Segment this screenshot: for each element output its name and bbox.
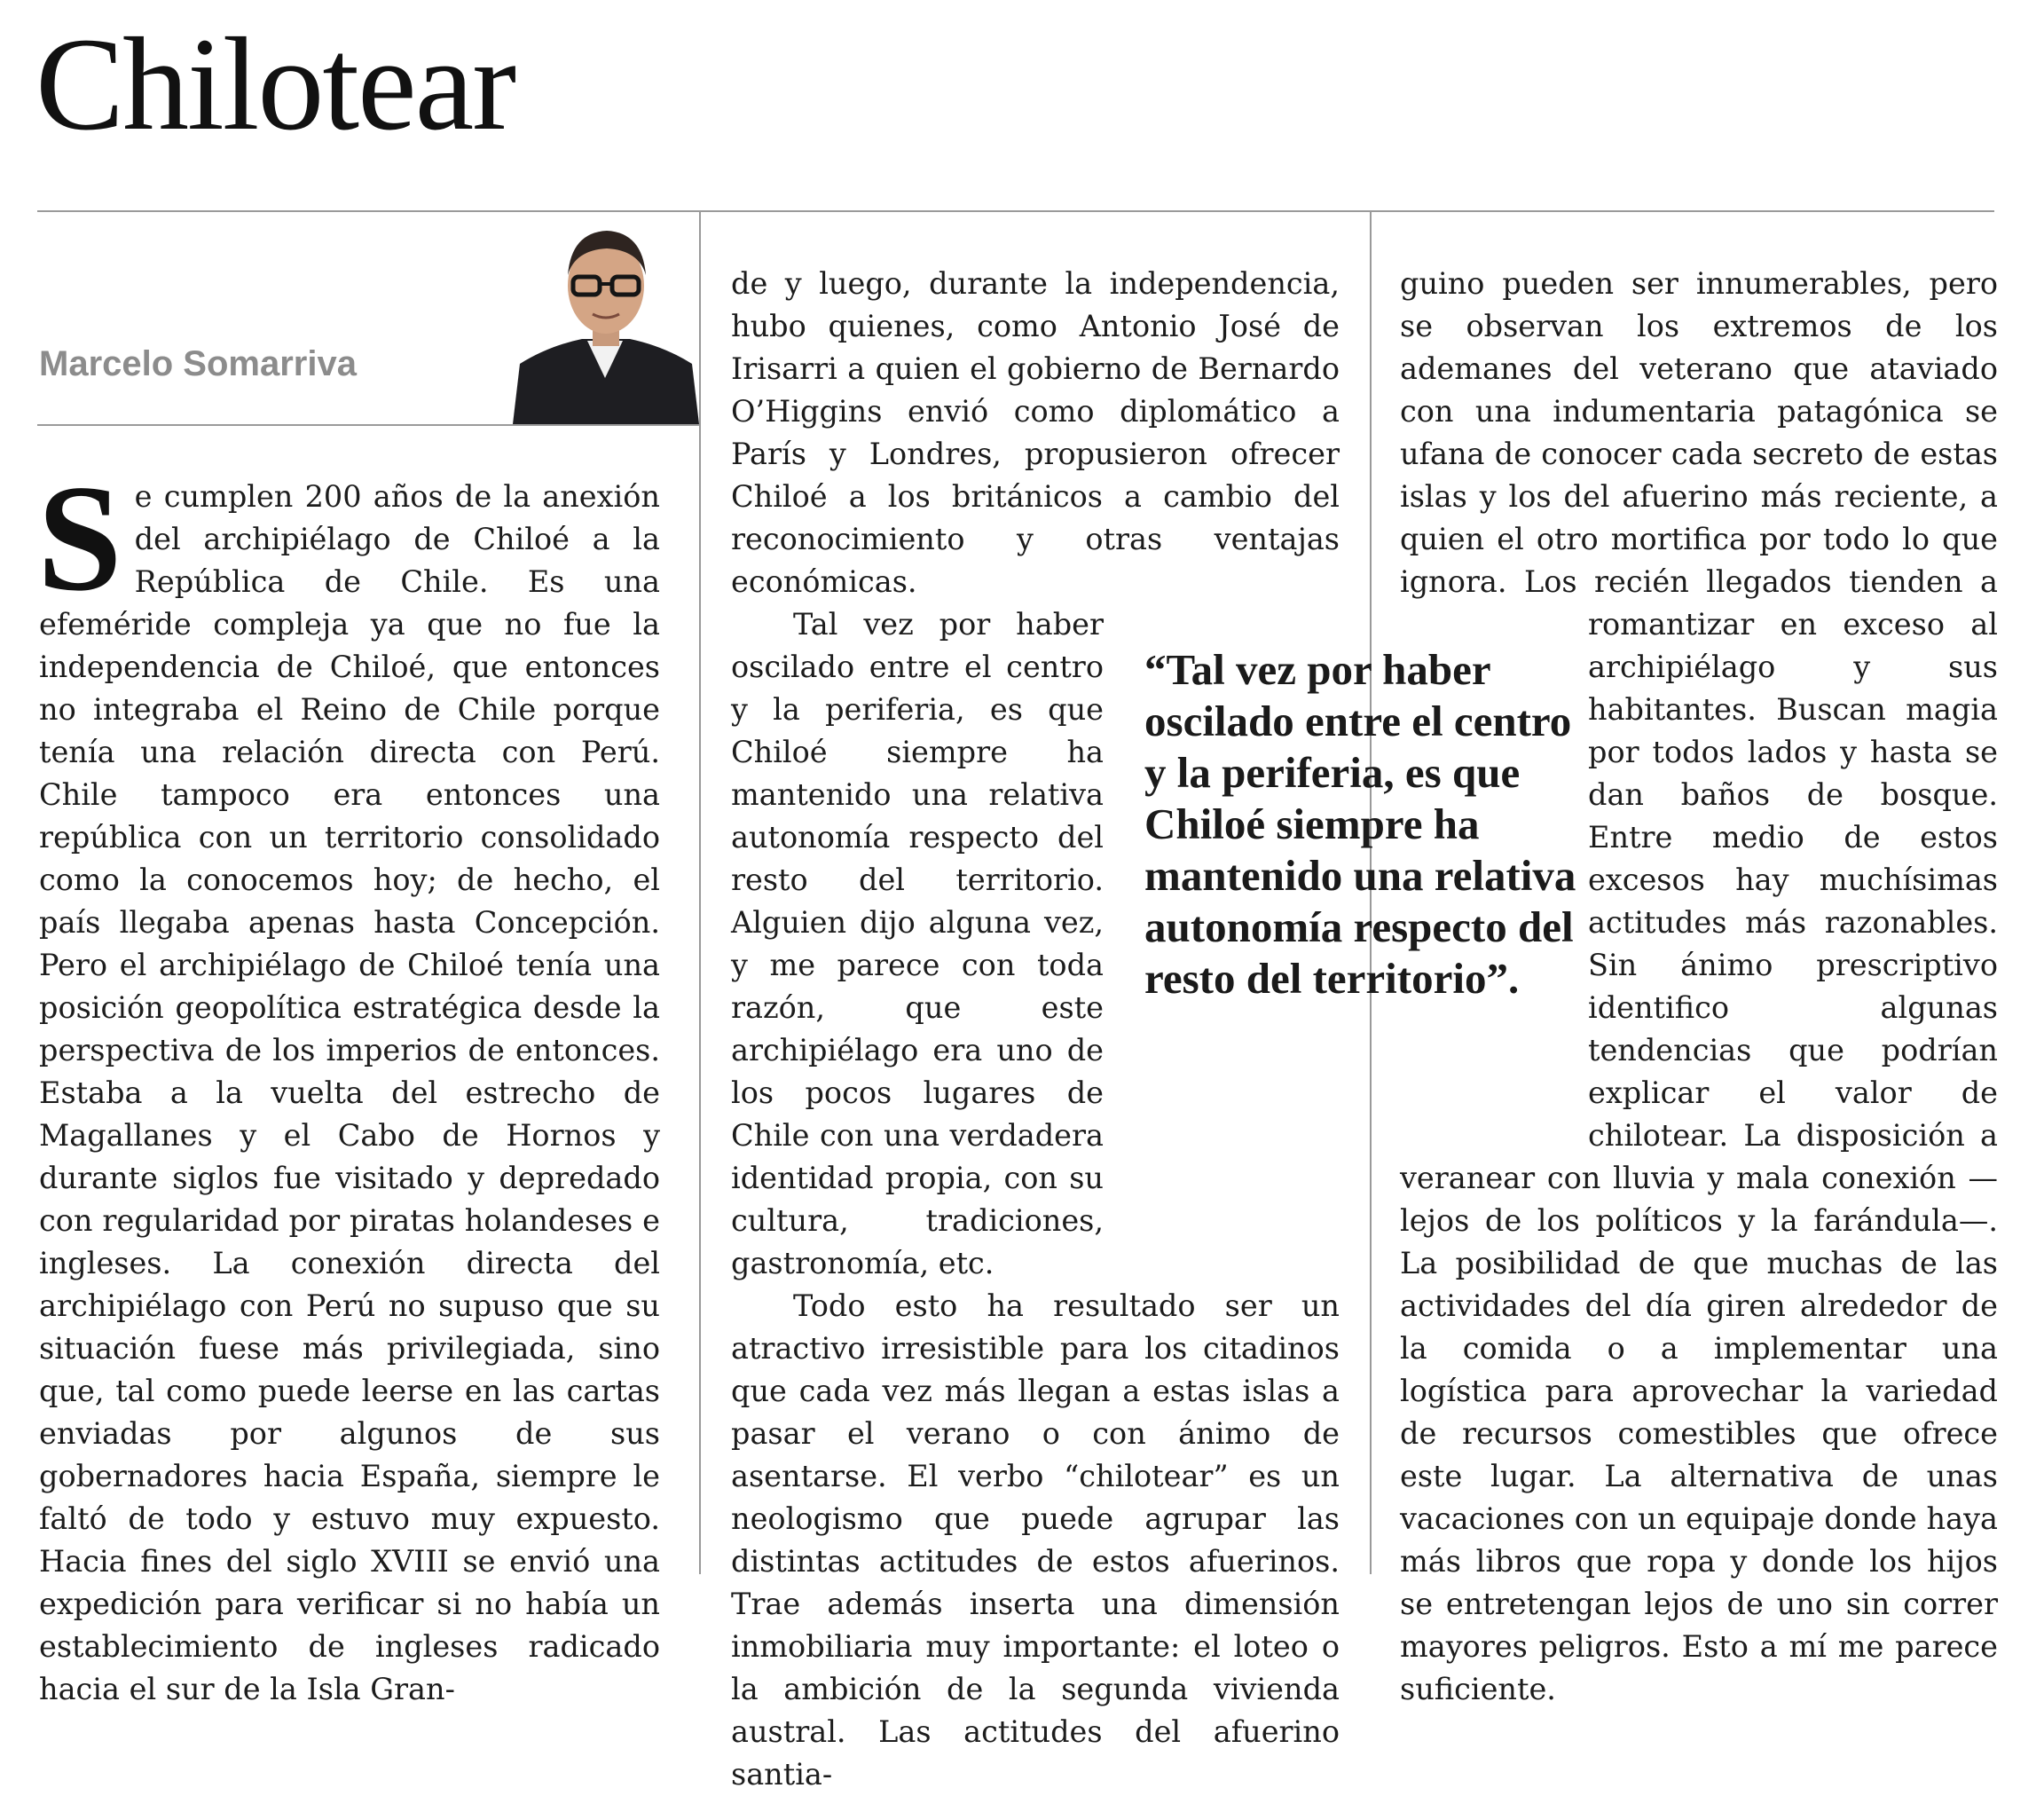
article-column-3 [1400, 263, 1998, 1711]
author-byline: Marcelo Somarriva [39, 344, 357, 383]
paragraph-2: de y luego, durante la independencia, hubo quienes, como Antonio José de Irisarri a quien el gobierno de Bernardo O’Higgins envió como diplomático a París y Londres, propusieron ofrecer Chiloé a los británicos a cambio del reconocimiento y otras ventajas económicas. [731, 266, 1340, 599]
paragraph-4: Todo esto ha resultado ser un atractivo irresistible para los citadinos que cada vez más llegan a estas islas a pasar el verano o con ánimo de asentarse. El verbo “chilotear” es un neologismo que puede agrupar las distintas actitudes de estos afuerinos. Trae además inserta una dimensión inmobiliaria muy importante: el loteo o la ambición de la segunda vivienda austral. Las actitudes del afuerino santia- [731, 1288, 1340, 1792]
drop-cap: S [37, 454, 122, 623]
byline-rule [37, 424, 699, 426]
column-divider-left [699, 212, 701, 1574]
author-photo [513, 222, 699, 424]
pull-quote: “Tal vez por haber oscilado entre el centro y la periferia, es que Chiloé siempre ha mantenido una relativa autonomía respecto del resto del territorio”. [1144, 645, 1576, 1003]
author-portrait-illustration [513, 222, 699, 424]
article-column-1 [37, 454, 660, 1711]
layout-spacer-quote [1400, 603, 1588, 1157]
paragraph-5: guino pueden ser innumerables, pero se observan los extremos de los ademanes del veterano que ataviado con una indumentaria patagónica se ufana de conocer cada secreto de estas islas y los del afuerino más reciente, a quien el otro mortifica por todo lo que ignora. Los recién llegados tienden a romantizar en exceso al archipiélago y sus habitantes. Buscan magia por todos lados y hasta se dan baños de bosque. Entre medio de estos excesos hay muchísimas actitudes más razonables. Sin ánimo prescriptivo identifico algunas tendencias que podrían explicar el valor de chilotear. La disposición a veranear con lluvia y mala conexión —lejos de los políticos y la farándula—. La posibilidad de que muchas de las actividades del día giren alrededor de la comida o a implementar una logística para aprovechar la variedad de recursos comestibles que ofrece este lugar. La alternativa de unas vacaciones con un equipaje donde haya más libros que ropa y donde los hijos se entretengan lejos de uno sin correr mayores peligros. Esto a mí me parece suficiente. [1400, 266, 1998, 1706]
title-rule [37, 210, 1994, 212]
paragraph-3-text: Tal vez por haber oscilado entre el centro y la periferia, es que Chiloé siempre ha mantenido una relativa autonomía respecto del resto del territorio. Alguien dijo alguna vez, y me parece con toda razón, que este archipiélago era uno de los pocos lugares de Chile con una verdadera identidad propia, con su cultura, tradiciones, gastronomía, etc. [731, 607, 1104, 1280]
article-title: Chilotear [35, 11, 515, 158]
paragraph-1 [37, 454, 660, 1711]
article-column-2 [731, 263, 1340, 1796]
paragraph-1-text: e cumplen 200 años de la anexión del archipiélago de Chiloé a la República de Chile. Es una efeméride compleja ya que no fue la independencia de Chiloé, que entonces no integraba el Reino de Chile porque tenía una relación directa con Perú. Chile tampoco era entonces una república con un territorio consolidado como la conocemos hoy; de hecho, el país llegaba apenas hasta Concepción. Pero el archipiélago de Chiloé tenía una posición geopolítica estratégica desde la perspectiva de los imperios de entonces. Estaba a la vuelta del estrecho de Magallanes y el Cabo de Hornos y durante siglos fue visitado y depredado con regularidad por piratas holandeses e ingleses. La conexión directa del archipiélago con Perú no supuso que su situación fuese más privilegiada, sino que, tal como puede leerse en las cartas enviadas por algunos de sus gobernadores hacia España, siempre le faltó de todo y estuvo muy expuesto. Hacia fines del siglo XVIII se envió una expedición para verificar si no había un establecimiento de ingleses radicado hacia el sur de la Isla Gran- [39, 479, 660, 1706]
